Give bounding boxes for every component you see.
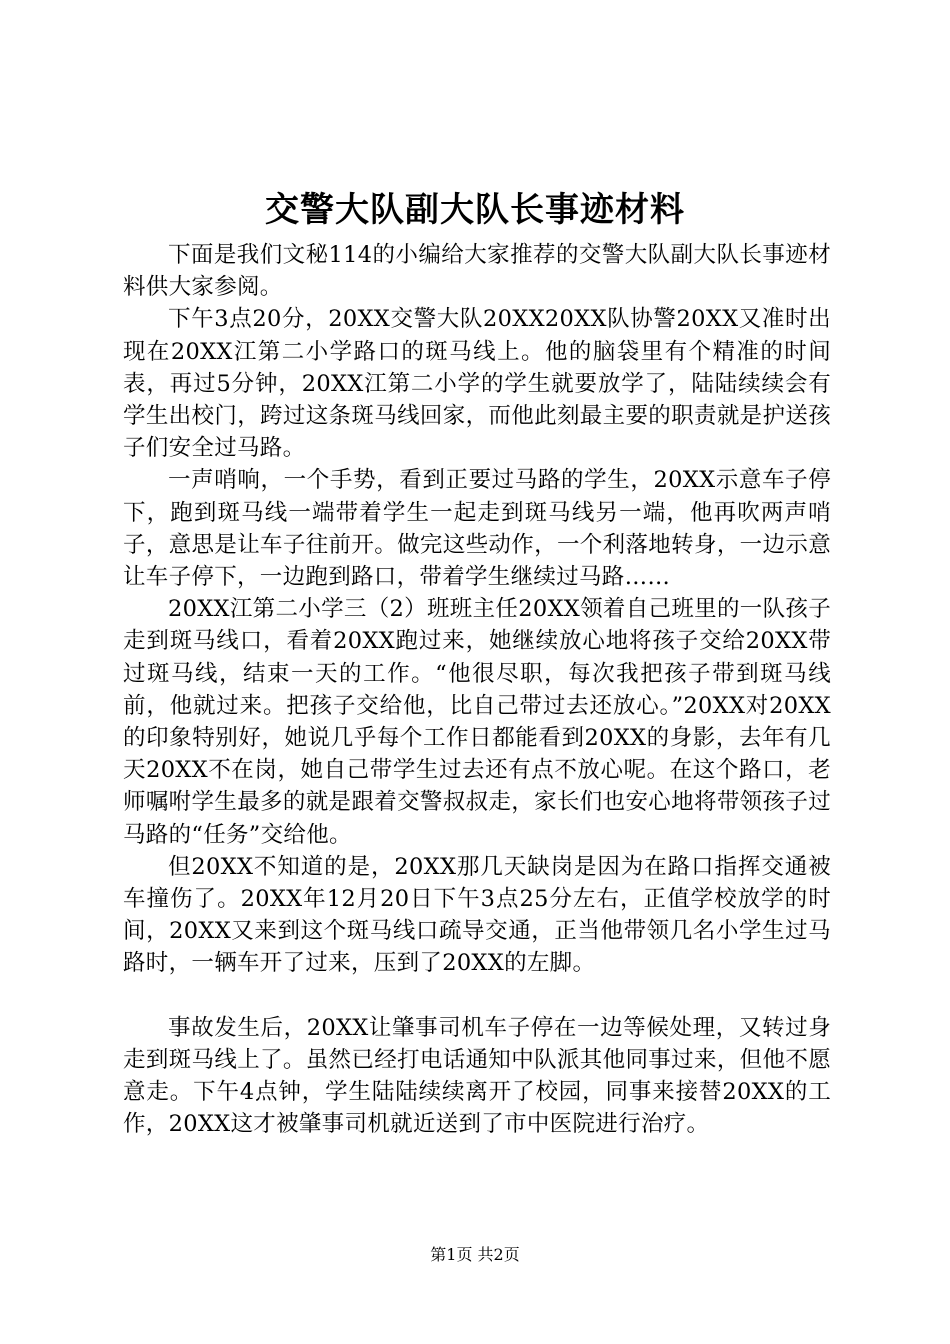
page-number-footer: 第1页 共2页: [430, 1245, 520, 1264]
paragraph-accident: 但20XX不知道的是，20XX那几天缺岗是因为在路口指挥交通被车撞伤了。20XX年12月20日下午3点25分左右，正值学校放学的时间，20XX又来到这个斑马线口疏导交通，正当他带领几名小学生过马路时，一辆车开了过来，压到了20XX的左脚。: [123, 853, 831, 977]
document-title: 交警大队副大队长事迹材料: [265, 190, 685, 230]
paragraph-afternoon-duty: 下午3点20分，20XX交警大队20XX20XX队协警20XX又准时出现在20XX江第二小学路口的斑马线上。他的脑袋里有个精准的时间表，再过5分钟，20XX江第二小学的学生就要放学了，陆陆续续会有学生出校门，跨过这条斑马线回家，而他此刻最主要的职责就是护送孩子们安全过马路。: [123, 306, 831, 462]
paragraph-intro: 下面是我们文秘114的小编给大家推荐的交警大队副大队长事迹材料供大家参阅。: [123, 242, 831, 301]
document-body: [123, 239, 831, 1140]
paragraph-whistle: 一声哨响，一个手势，看到正要过马路的学生，20XX示意车子停下，跑到斑马线一端带着学生一起走到斑马线另一端，他再吹两声哨子，意思是让车子往前开。做完这些动作，一个利落地转身，一边示意让车子停下，一边跑到路口，带着学生继续过马路……: [123, 467, 831, 591]
paragraph-after-accident: 事故发生后，20XX让肇事司机车子停在一边等候处理，又转过身走到斑马线上了。虽然已经打电话通知中队派其他同事过来，但他不愿意走。下午4点钟，学生陆陆续续离开了校园，同事来接替20XX的工作，20XX这才被肇事司机就近送到了市中医院进行治疗。: [123, 1014, 831, 1138]
paragraph-teacher-praise: 20XX江第二小学三（2）班班主任20XX领着自己班里的一队孩子走到斑马线口，看着20XX跑过来，她继续放心地将孩子交给20XX带过斑马线，结束一天的工作。“他很尽职，每次我把孩子带到斑马线前，他就过来。把孩子交给他，比自己带过去还放心。”20XX对20XX的印象特别好，她说几乎每个工作日都能看到20XX的身影，去年有几天20XX不在岗，她自己带学生过去还有点不放心呢。在这个路口，老师嘱咐学生最多的就是跟着交警叔叔走，家长们也安心地将带领孩子过马路的“任务”交给他。: [123, 596, 831, 848]
